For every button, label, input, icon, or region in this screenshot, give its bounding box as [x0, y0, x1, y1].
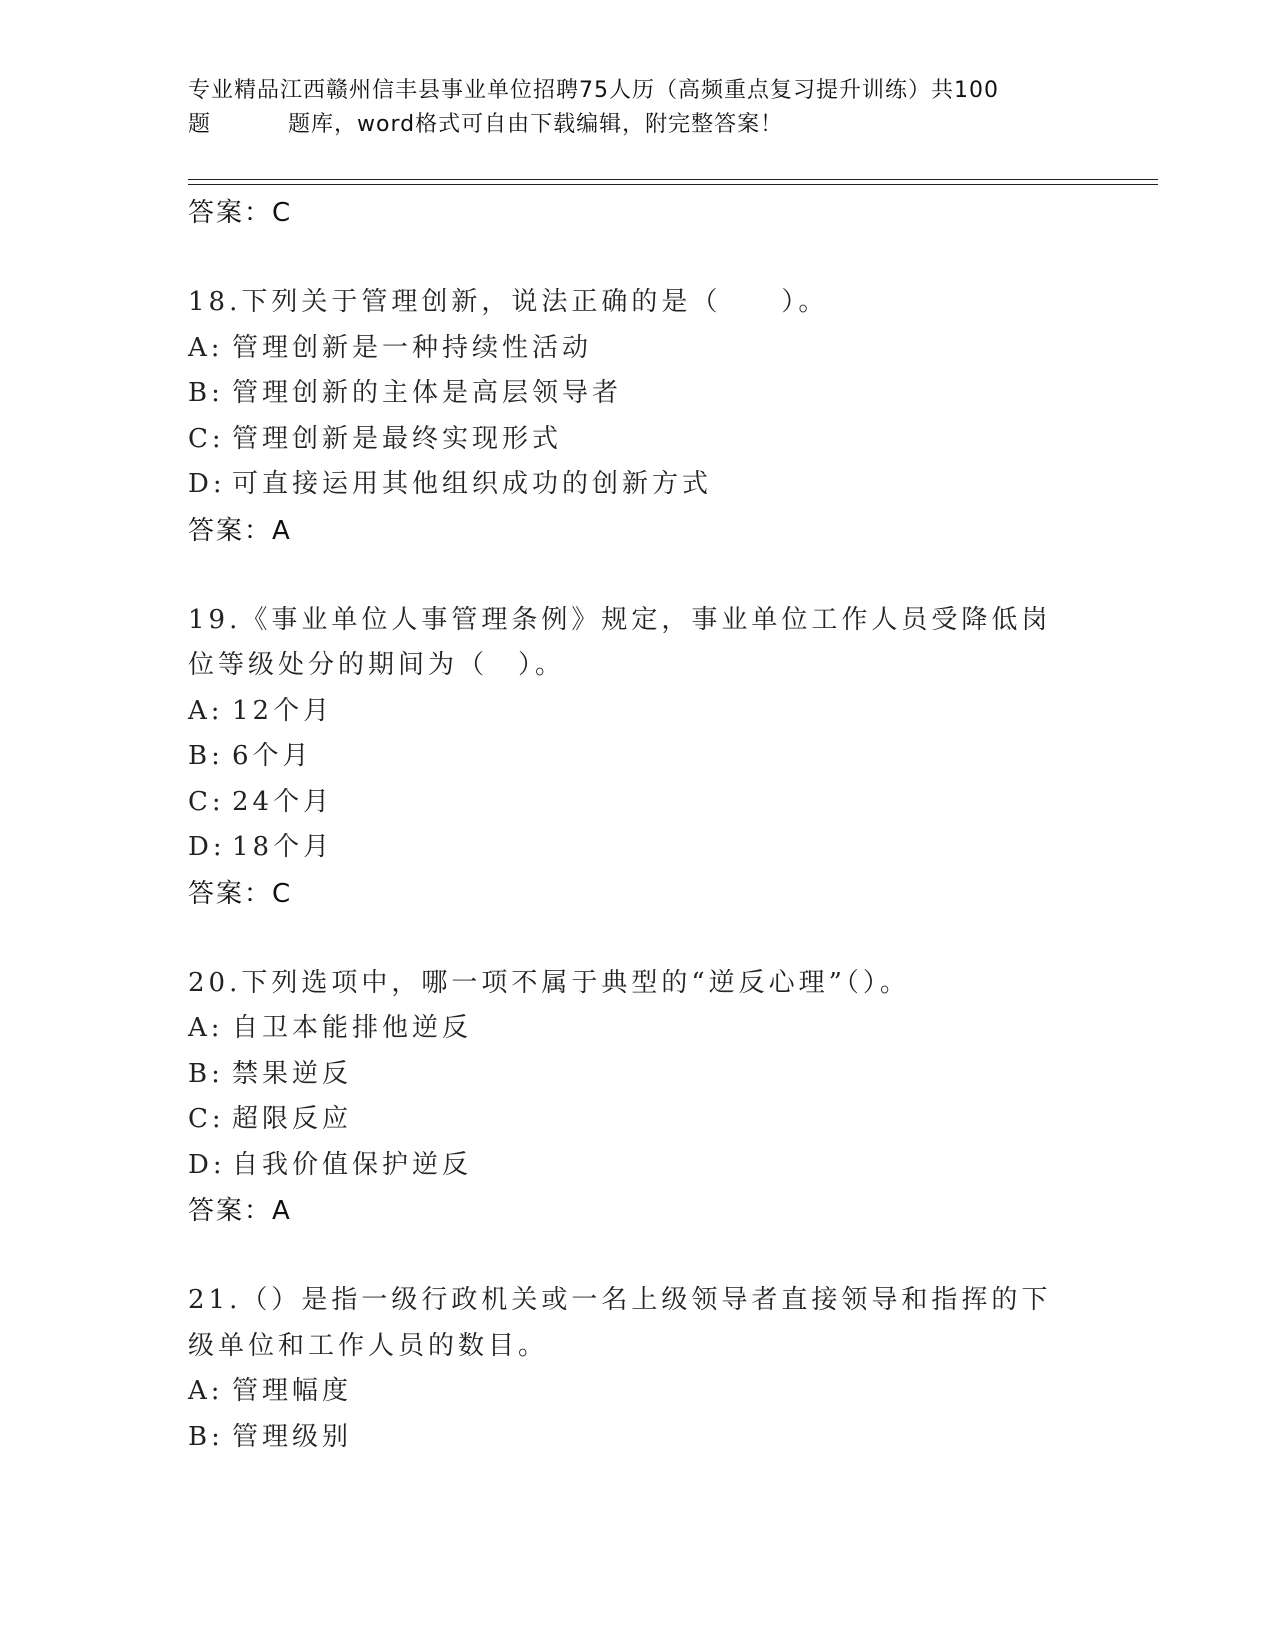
option-key: D: — [188, 1149, 226, 1180]
option-d — [188, 825, 1088, 871]
answer-line: 答案：A — [188, 515, 292, 546]
header-title-line1: 专业精品江西赣州信丰县事业单位招聘75人历（高频重点复习提升训练）共100 — [188, 78, 999, 103]
option-key: B: — [188, 1421, 224, 1452]
option-d — [188, 1143, 1088, 1189]
spacer — [188, 1234, 1088, 1278]
page-header — [188, 74, 1088, 142]
option-key: C: — [188, 1104, 225, 1134]
option-c — [188, 780, 1088, 826]
answer-line: 答案：A — [188, 1196, 292, 1226]
option-a — [188, 1006, 1088, 1052]
header-title-line2 — [188, 108, 1088, 142]
option-key: B: — [188, 1058, 224, 1089]
option-key: C: — [188, 423, 225, 454]
header-line2-left: 题 — [188, 112, 212, 137]
option-d — [188, 462, 1088, 508]
option-key: A: — [188, 1376, 224, 1406]
spacer — [188, 917, 1088, 961]
question-block — [188, 1278, 1088, 1460]
option-key: D: — [188, 469, 226, 499]
question-block — [188, 598, 1088, 917]
question-block — [188, 961, 1088, 1235]
question-list — [188, 190, 1088, 1460]
option-text: 超限反应 — [232, 1104, 353, 1134]
option-key: A: — [188, 332, 224, 363]
previous-answer: 答案：C — [188, 198, 293, 228]
option-b — [188, 1415, 1088, 1461]
option-text: 管理级别 — [232, 1421, 353, 1452]
spacer — [188, 236, 1088, 280]
option-key: A: — [188, 695, 224, 726]
option-text: 管理创新是一种持续性活动 — [232, 332, 593, 363]
question-text: 19.《事业单位人事管理条例》规定，事业单位工作人员受降低岗位等级处分的期间为（ ）。 — [188, 604, 1052, 680]
header-divider-bottom — [188, 184, 1158, 185]
header-line2-right: 题库，word格式可自由下载编辑，附完整答案！ — [288, 112, 784, 137]
header-divider-top — [188, 179, 1158, 180]
question-block — [188, 280, 1088, 554]
option-a — [188, 689, 1088, 735]
option-key: C: — [188, 786, 225, 817]
option-text: 可直接运用其他组织成功的创新方式 — [232, 469, 713, 499]
option-key: A: — [188, 1013, 224, 1043]
option-a — [188, 1369, 1088, 1415]
option-text: 自卫本能排他逆反 — [232, 1013, 473, 1043]
option-text: 管理幅度 — [232, 1376, 353, 1406]
option-key: B: — [188, 378, 224, 408]
option-key: D: — [188, 832, 226, 862]
option-text: 6个月 — [232, 741, 313, 771]
spacer — [188, 554, 1088, 598]
option-b — [188, 1052, 1088, 1098]
option-b — [188, 734, 1088, 780]
option-text: 管理创新是最终实现形式 — [232, 423, 563, 454]
option-b — [188, 371, 1088, 417]
question-text: 18.下列关于管理创新，说法正确的是（ ）。 — [188, 287, 829, 317]
answer-line: 答案：C — [188, 878, 293, 909]
option-text: 18个月 — [232, 832, 334, 862]
option-text: 24个月 — [232, 786, 334, 817]
option-text: 禁果逆反 — [232, 1058, 353, 1089]
option-c — [188, 1097, 1088, 1143]
option-text: 12个月 — [232, 695, 334, 726]
question-text: 20.下列选项中，哪一项不属于典型的“逆反心理”（）。 — [188, 967, 910, 998]
option-key: B: — [188, 741, 224, 771]
option-a — [188, 326, 1088, 372]
option-text: 管理创新的主体是高层领导者 — [232, 378, 623, 408]
option-c — [188, 417, 1088, 463]
option-text: 自我价值保护逆反 — [232, 1149, 473, 1180]
question-text: 21.（）是指一级行政机关或一名上级领导者直接领导和指挥的下级单位和工作人员的数目。 — [188, 1285, 1052, 1361]
